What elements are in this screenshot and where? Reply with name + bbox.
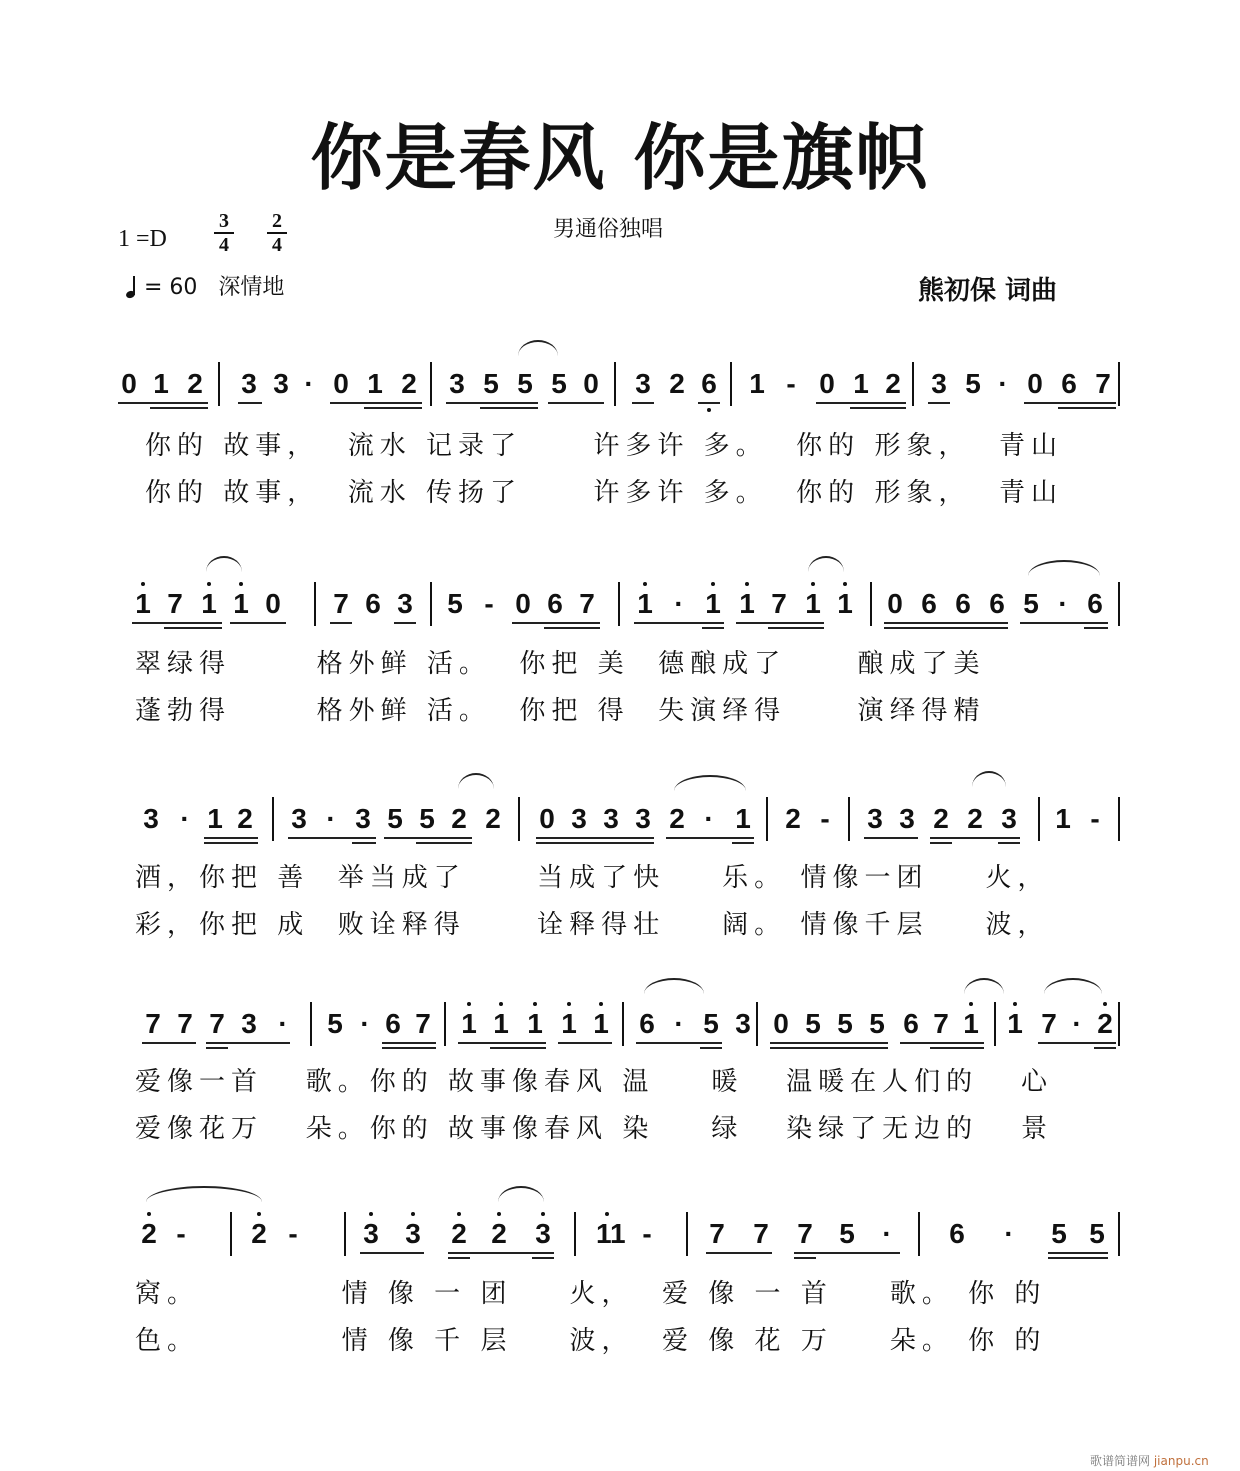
lyrics-verse-1: 爱像一首 歌。你的 故事像春风 温 暖 温暖在人们的 心 — [135, 1067, 1053, 1097]
expression-marking: 深情地 — [218, 275, 285, 300]
music-system-1 — [118, 350, 1120, 425]
music-system-2 — [118, 570, 1120, 645]
time-signature-3-4: $\frac{3}{4}$ — [214, 210, 234, 256]
music-system-3 — [118, 785, 1120, 860]
lyrics-verse-2: 彩，你把 成 败诠释得 诠释得壮 阔。 情像千层 波， — [135, 910, 1050, 940]
composer-credit: 熊初保 词曲 — [918, 276, 1058, 306]
lyrics-verse-1: 你的 故事， 流水 记录了 许多许 多。 你的 形象， 青山 — [145, 431, 1063, 461]
performance-type: 男通俗独唱 — [553, 217, 664, 242]
lyrics-verse-1: 窝。 情 像 一 团 火， 爱 像 一 首 歌。 你 的 — [135, 1279, 1047, 1309]
notation-line: 2 - 2 - 3 3 2 2 3 11 - 7 7 7 5 · 6 · 5 5 — [118, 1200, 1120, 1260]
notation-line: 7 7 7 3 · 5 · 6 7 1 1 1 1 1 6 · 5 3 0 5 5 5 6 7 1 1 7 · 2 — [118, 990, 1120, 1050]
lyrics-verse-2: 你的 故事， 流水 传扬了 许多许 多。 你的 形象， 青山 — [145, 478, 1063, 508]
song-title: 你是春风 你是旗帜 — [310, 116, 930, 200]
notation-line: 0 1 2 3 3 · 0 1 2 3 5 5 5 0 3 2 6 1 - 0 1 2 3 5 · 0 6 7 — [118, 350, 1120, 410]
notation-line: 1 7 1 1 0 7 6 3 5 - 0 6 7 1 · 1 1 7 1 1 0 6 6 6 5 · 6 — [118, 570, 1120, 630]
tempo-marking: = 60 深情地 — [126, 270, 284, 301]
lyrics-verse-1: 酒，你把 善 举当成了 当成了快 乐。 情像一团 火， — [135, 863, 1050, 893]
lyrics-verse-1: 翠绿得 格外鲜 活。 你把 美 德酿成了 酿成了美 — [135, 649, 986, 679]
lyrics-verse-2: 色。 情 像 千 层 波， 爱 像 花 万 朵。 你 的 — [135, 1326, 1047, 1356]
music-system-4 — [118, 990, 1120, 1065]
music-system-5 — [118, 1200, 1120, 1275]
site-watermark: 歌谱简谱网 jianpu.cn — [1090, 1454, 1209, 1468]
lyrics-verse-2: 蓬勃得 格外鲜 活。 你把 得 失演绎得 演绎得精 — [135, 696, 986, 726]
quarter-note-icon — [126, 276, 136, 298]
time-signature-2-4: $\frac{2}{4}$ — [267, 210, 287, 256]
lyrics-verse-2: 爱像花万 朵。你的 故事像春风 染 绿 染绿了无边的 景 — [135, 1114, 1053, 1144]
key-signature: 1 =D — [118, 226, 167, 252]
notation-line: 3 · 1 2 3 · 3 5 5 2 2 0 3 3 3 2 · 1 2 - 3 3 2 2 3 1 - — [118, 785, 1120, 845]
